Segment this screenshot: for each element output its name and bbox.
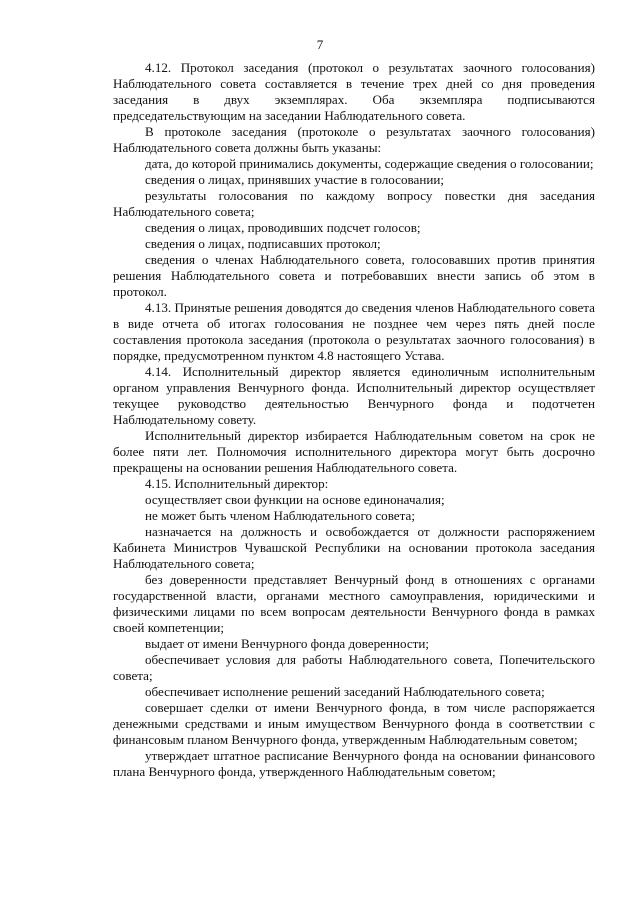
paragraph-4-15: 4.15. Исполнительный директор: xyxy=(145,476,329,491)
list-item-not-board-member: не может быть членом Наблюдательного совета; xyxy=(145,508,415,523)
list-item-transactions: совершает сделки от имени Венчурного фонда, в том числе распоряжается денежными средствами и иным имуществом Венчурного фонда в соответствии с финансовым планом Венчурного фонда, утвержденным Наблюдательным советом; xyxy=(113,700,595,747)
list-item-signatories: сведения о лицах, подписавших протокол; xyxy=(145,236,381,251)
paragraph-protocol-contents-intro: В протоколе заседания (протоколе о результатах заочного голосования) Наблюдательного совета должны быть указаны: xyxy=(113,124,595,155)
document-body xyxy=(113,60,595,780)
paragraph-4-13: 4.13. Принятые решения доводятся до сведения членов Наблюдательного совета в виде отчета об итогах голосования не позднее чем через пять дней после составления протокола заседания (протокола о результатах заочного голосования) в порядке, предусмотренном пунктом 4.8 настоящего Устава. xyxy=(113,300,595,363)
paragraph-4-14: 4.14. Исполнительный директор является единоличным исполнительным органом управления Венчурного фонда. Исполнительный директор осуществляет текущее руководство деятельностью Венчурного фонда и подотчетен Наблюдательному совету. xyxy=(113,364,595,427)
page-number: 7 xyxy=(316,37,324,52)
list-item-participants: сведения о лицах, принявших участие в голосовании; xyxy=(145,172,444,187)
paragraph-director-election: Исполнительный директор избирается Наблюдательным советом на срок не более пяти лет. Полномочия исполнительного директора могут быть досрочно прекращены на основании решения Наблюдательного совета. xyxy=(113,428,595,475)
list-item-power-of-attorney: выдает от имени Венчурного фонда доверенности; xyxy=(145,636,430,651)
list-item-board-conditions: обеспечивает условия для работы Наблюдательного совета, Попечительского совета; xyxy=(113,652,595,683)
list-item-staff-schedule: утверждает штатное расписание Венчурного фонда на основании финансового плана Венчурного фонда, утвержденного Наблюдательным советом; xyxy=(113,748,595,779)
list-item-dissenting-members: сведения о членах Наблюдательного совета, голосовавших против принятия решения Наблюдательного совета и потребовавших внести запись об этом в протокол. xyxy=(113,252,595,299)
list-item-representation: без доверенности представляет Венчурный фонд в отношениях с органами государственной власти, органами местного самоуправления, юридическими и физическими лицами по всем вопросам деятельности Венчурного фонда в рамках своей компетенции; xyxy=(113,572,595,635)
list-item-appointment: назначается на должность и освобождается от должности распоряжением Кабинета Министров Чувашской Республики на основании протокола заседания Наблюдательного совета; xyxy=(113,524,595,571)
paragraph-4-12: 4.12. Протокол заседания (протокол о результатах заочного голосования) Наблюдательного совета составляется в течение трех дней со дня проведения заседания в двух экземплярах. Оба экземпляра подписываются председательствующим на заседании Наблюдательного совета. xyxy=(113,60,595,123)
list-item-decision-execution: обеспечивает исполнение решений заседаний Наблюдательного совета; xyxy=(145,684,545,699)
list-item-vote-counters: сведения о лицах, проводивших подсчет голосов; xyxy=(145,220,421,235)
list-item-sole-management: осуществляет свои функции на основе единоначалия; xyxy=(145,492,445,507)
list-item-voting-results: результаты голосования по каждому вопросу повестки дня заседания Наблюдательного совета; xyxy=(113,188,595,219)
list-item-voting-date: дата, до которой принимались документы, содержащие сведения о голосовании; xyxy=(145,156,594,171)
